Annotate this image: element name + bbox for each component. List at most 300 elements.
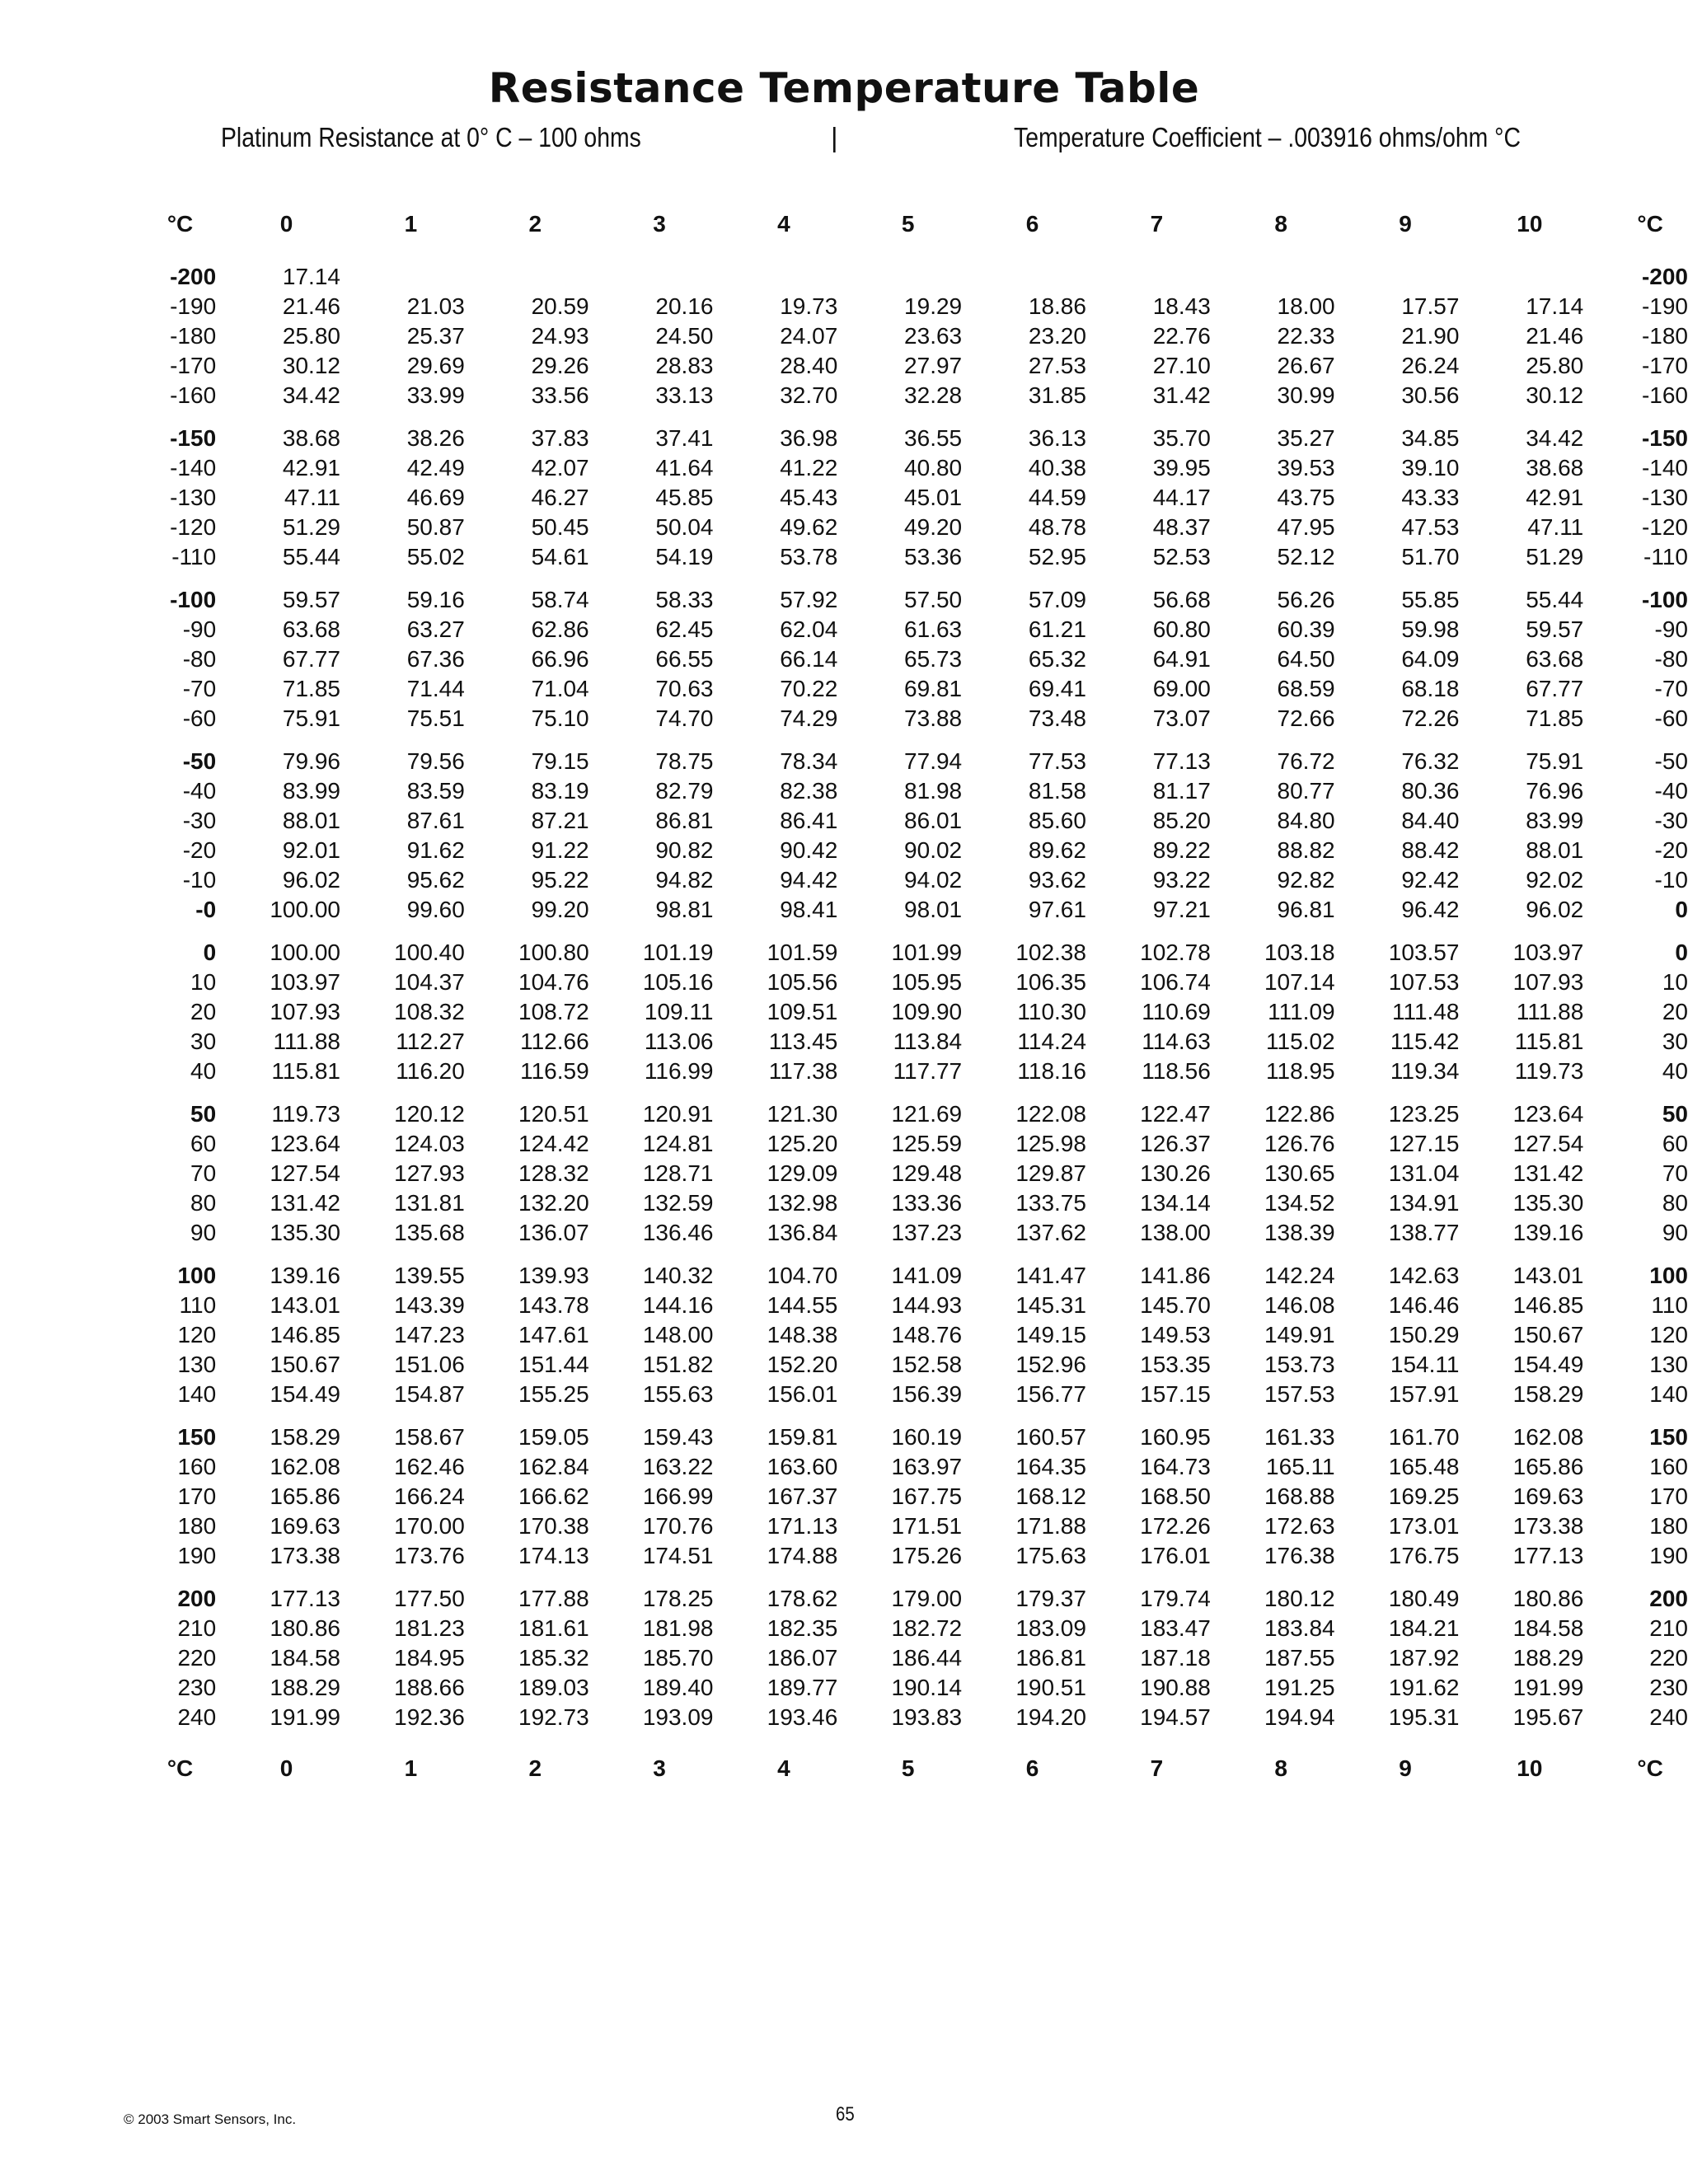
table-row bbox=[115, 806, 1688, 836]
spacer-row bbox=[115, 925, 1688, 938]
resistance-value: 131.42 bbox=[1512, 1160, 1584, 1186]
resistance-value: 170.00 bbox=[394, 1513, 465, 1539]
resistance-value: 161.33 bbox=[1264, 1424, 1335, 1450]
resistance-value: 150.29 bbox=[1388, 1322, 1460, 1347]
resistance-value: 191.99 bbox=[1512, 1675, 1584, 1700]
resistance-value: 128.71 bbox=[642, 1160, 714, 1186]
table-row bbox=[115, 1673, 1688, 1703]
resistance-value: 146.85 bbox=[270, 1322, 340, 1347]
copyright-text: © 2003 Smart Sensors, Inc. bbox=[124, 2111, 297, 2127]
row-temp-label: 120 bbox=[177, 1322, 217, 1347]
row-temp-label-right: 100 bbox=[1649, 1263, 1688, 1288]
resistance-value: 83.99 bbox=[1526, 808, 1584, 833]
resistance-value: 70.22 bbox=[780, 676, 838, 701]
resistance-value: 60.80 bbox=[1152, 616, 1211, 642]
resistance-value: 154.49 bbox=[1512, 1352, 1584, 1377]
subtitle-resistance: Platinum Resistance at 0° C – 100 ohms bbox=[221, 122, 641, 152]
resistance-value: 51.29 bbox=[1526, 544, 1584, 569]
row-temp-label: 150 bbox=[177, 1424, 217, 1450]
resistance-value: 134.14 bbox=[1140, 1190, 1211, 1216]
row-temp-label-right: 200 bbox=[1649, 1586, 1688, 1611]
row-temp-label: 160 bbox=[177, 1454, 217, 1479]
resistance-value: 59.98 bbox=[1401, 616, 1460, 642]
resistance-value: 174.88 bbox=[767, 1543, 838, 1568]
resistance-value: 187.18 bbox=[1140, 1645, 1211, 1671]
resistance-value: 117.77 bbox=[893, 1058, 963, 1084]
resistance-value bbox=[1211, 262, 1335, 292]
resistance-value: 190.51 bbox=[1015, 1675, 1086, 1700]
resistance-value: 185.32 bbox=[518, 1645, 589, 1671]
resistance-value: 81.98 bbox=[904, 778, 963, 804]
resistance-value: 100.00 bbox=[270, 897, 340, 922]
resistance-value: 194.94 bbox=[1264, 1704, 1335, 1730]
resistance-value: 74.70 bbox=[655, 705, 714, 731]
resistance-value: 38.68 bbox=[282, 425, 340, 451]
resistance-value bbox=[962, 262, 1086, 292]
header-cell: 0 bbox=[279, 211, 293, 237]
resistance-value: 115.02 bbox=[1266, 1029, 1335, 1054]
resistance-value: 92.01 bbox=[282, 837, 340, 863]
spacer-row bbox=[115, 733, 1688, 747]
resistance-value: 44.17 bbox=[1152, 485, 1211, 510]
resistance-value: 99.20 bbox=[531, 897, 589, 922]
resistance-value: 103.97 bbox=[270, 969, 340, 995]
resistance-value: 192.36 bbox=[394, 1704, 465, 1730]
resistance-value: 114.63 bbox=[1142, 1029, 1211, 1054]
resistance-value: 29.26 bbox=[531, 353, 589, 378]
resistance-value: 54.19 bbox=[655, 544, 714, 569]
resistance-value: 27.97 bbox=[904, 353, 963, 378]
resistance-value: 28.40 bbox=[780, 353, 838, 378]
resistance-value: 135.68 bbox=[394, 1220, 465, 1245]
resistance-value: 94.82 bbox=[655, 867, 714, 893]
resistance-value: 135.30 bbox=[1512, 1190, 1584, 1216]
header-cell: 1 bbox=[404, 211, 418, 237]
resistance-value: 96.02 bbox=[1526, 897, 1584, 922]
resistance-value: 20.59 bbox=[531, 293, 589, 319]
resistance-value: 180.86 bbox=[270, 1615, 340, 1641]
resistance-value: 62.45 bbox=[655, 616, 714, 642]
resistance-value: 188.29 bbox=[270, 1675, 340, 1700]
resistance-value: 158.29 bbox=[1512, 1381, 1584, 1407]
row-temp-label-right: -190 bbox=[1641, 293, 1688, 319]
resistance-value: 71.85 bbox=[1526, 705, 1584, 731]
resistance-value: 59.57 bbox=[282, 587, 340, 612]
resistance-value: 21.46 bbox=[282, 293, 340, 319]
resistance-value: 75.91 bbox=[282, 705, 340, 731]
row-temp-label: 100 bbox=[177, 1263, 217, 1288]
resistance-value: 175.26 bbox=[891, 1543, 963, 1568]
resistance-value: 52.12 bbox=[1277, 544, 1335, 569]
resistance-value: 71.44 bbox=[406, 676, 465, 701]
resistance-value: 23.20 bbox=[1028, 323, 1086, 349]
table-row bbox=[115, 1291, 1688, 1320]
resistance-value: 55.85 bbox=[1401, 587, 1460, 612]
resistance-value: 49.20 bbox=[904, 514, 963, 540]
resistance-value: 69.00 bbox=[1152, 676, 1211, 701]
resistance-value: 95.22 bbox=[531, 867, 589, 893]
resistance-value: 136.84 bbox=[767, 1220, 838, 1245]
resistance-value: 40.80 bbox=[904, 455, 963, 480]
resistance-value: 77.94 bbox=[904, 748, 963, 774]
row-temp-label: 50 bbox=[190, 1101, 217, 1127]
resistance-value: 102.78 bbox=[1140, 940, 1211, 965]
resistance-value: 82.38 bbox=[780, 778, 838, 804]
resistance-value: 24.93 bbox=[531, 323, 589, 349]
resistance-value: 43.33 bbox=[1401, 485, 1460, 510]
resistance-value: 144.93 bbox=[891, 1292, 963, 1318]
row-temp-label: 0 bbox=[203, 940, 217, 965]
resistance-value: 182.35 bbox=[767, 1615, 838, 1641]
row-temp-label: -160 bbox=[170, 382, 217, 408]
resistance-value: 24.50 bbox=[655, 323, 714, 349]
resistance-value: 25.80 bbox=[282, 323, 340, 349]
header-cell: °C bbox=[166, 211, 194, 237]
resistance-value: 112.27 bbox=[396, 1029, 465, 1054]
resistance-value: 149.91 bbox=[1264, 1322, 1335, 1347]
resistance-value: 84.40 bbox=[1401, 808, 1460, 833]
resistance-value: 120.51 bbox=[518, 1101, 589, 1127]
resistance-value: 41.64 bbox=[655, 455, 714, 480]
table-row bbox=[115, 453, 1688, 483]
resistance-value: 45.43 bbox=[780, 485, 838, 510]
resistance-value: 69.41 bbox=[1028, 676, 1086, 701]
resistance-value: 110.69 bbox=[1142, 999, 1211, 1024]
resistance-value: 42.49 bbox=[406, 455, 465, 480]
resistance-value: 195.31 bbox=[1388, 1704, 1460, 1730]
resistance-value: 194.20 bbox=[1015, 1704, 1086, 1730]
resistance-value: 189.40 bbox=[642, 1675, 714, 1700]
resistance-value: 142.24 bbox=[1264, 1263, 1335, 1288]
resistance-value: 69.81 bbox=[904, 676, 963, 701]
row-temp-label-right: -30 bbox=[1654, 808, 1688, 833]
resistance-value: 160.95 bbox=[1140, 1424, 1211, 1450]
resistance-value: 48.78 bbox=[1028, 514, 1086, 540]
resistance-value: 184.58 bbox=[1512, 1615, 1584, 1641]
resistance-value: 96.42 bbox=[1401, 897, 1460, 922]
resistance-value: 55.44 bbox=[1526, 587, 1584, 612]
resistance-value: 35.27 bbox=[1277, 425, 1335, 451]
row-temp-label-right: 120 bbox=[1649, 1322, 1688, 1347]
resistance-value: 73.07 bbox=[1152, 705, 1211, 731]
resistance-value: 130.26 bbox=[1140, 1160, 1211, 1186]
resistance-value: 51.70 bbox=[1401, 544, 1460, 569]
header-cell: 10 bbox=[1517, 211, 1543, 237]
row-temp-label: -100 bbox=[170, 587, 217, 612]
resistance-value: 129.87 bbox=[1015, 1160, 1086, 1186]
row-temp-label: 170 bbox=[177, 1483, 217, 1509]
resistance-value: 192.73 bbox=[518, 1704, 589, 1730]
resistance-value: 181.61 bbox=[518, 1615, 589, 1641]
resistance-value: 165.86 bbox=[1512, 1454, 1584, 1479]
resistance-value: 40.38 bbox=[1028, 455, 1086, 480]
footer-header-cell: °C bbox=[1637, 1755, 1663, 1781]
resistance-value: 30.99 bbox=[1277, 382, 1335, 408]
resistance-value: 127.54 bbox=[270, 1160, 340, 1186]
spacer-cell bbox=[115, 572, 1688, 585]
resistance-value: 184.95 bbox=[394, 1645, 465, 1671]
row-temp-label-right: 50 bbox=[1662, 1101, 1688, 1127]
row-temp-label: -60 bbox=[182, 705, 217, 731]
spacer-row bbox=[115, 244, 1688, 262]
resistance-value: 42.91 bbox=[1526, 485, 1584, 510]
resistance-value: 101.19 bbox=[642, 940, 714, 965]
resistance-value: 144.16 bbox=[642, 1292, 714, 1318]
resistance-value: 195.67 bbox=[1512, 1704, 1584, 1730]
resistance-value: 91.62 bbox=[406, 837, 465, 863]
resistance-value: 160.57 bbox=[1015, 1424, 1086, 1450]
resistance-value: 133.75 bbox=[1015, 1190, 1086, 1216]
resistance-value bbox=[1335, 262, 1460, 292]
row-temp-label: -30 bbox=[182, 808, 217, 833]
table-row bbox=[115, 865, 1688, 895]
resistance-value: 131.81 bbox=[394, 1190, 465, 1216]
resistance-value: 115.42 bbox=[1390, 1029, 1460, 1054]
row-temp-label-right: 240 bbox=[1649, 1704, 1688, 1730]
resistance-value: 74.29 bbox=[780, 705, 838, 731]
resistance-value: 167.75 bbox=[891, 1483, 963, 1509]
resistance-value: 75.10 bbox=[531, 705, 589, 731]
resistance-value: 58.74 bbox=[531, 587, 589, 612]
resistance-value: 87.21 bbox=[531, 808, 589, 833]
resistance-value: 155.25 bbox=[518, 1381, 589, 1407]
resistance-value: 113.45 bbox=[768, 1029, 838, 1054]
resistance-value: 132.59 bbox=[642, 1190, 714, 1216]
resistance-value: 37.83 bbox=[531, 425, 589, 451]
resistance-value: 107.14 bbox=[1264, 969, 1335, 995]
spacer-row bbox=[115, 1571, 1688, 1584]
resistance-value: 30.12 bbox=[1526, 382, 1584, 408]
table-row bbox=[115, 615, 1688, 644]
spacer-cell bbox=[115, 410, 1688, 424]
table-row bbox=[115, 483, 1688, 513]
resistance-value: 136.46 bbox=[642, 1220, 714, 1245]
resistance-value: 17.14 bbox=[1526, 293, 1584, 319]
row-temp-label: 220 bbox=[177, 1645, 217, 1671]
resistance-value: 152.58 bbox=[891, 1352, 963, 1377]
resistance-value: 133.36 bbox=[891, 1190, 963, 1216]
resistance-value: 137.62 bbox=[1015, 1220, 1086, 1245]
resistance-value: 71.85 bbox=[282, 676, 340, 701]
resistance-value: 94.02 bbox=[904, 867, 963, 893]
resistance-value bbox=[713, 262, 837, 292]
table-row bbox=[115, 381, 1688, 410]
resistance-value: 98.81 bbox=[655, 897, 714, 922]
resistance-value: 31.85 bbox=[1028, 382, 1086, 408]
resistance-value: 112.66 bbox=[520, 1029, 589, 1054]
resistance-value: 39.95 bbox=[1152, 455, 1211, 480]
resistance-value: 109.11 bbox=[644, 999, 714, 1024]
resistance-value: 138.77 bbox=[1388, 1220, 1460, 1245]
resistance-value: 89.62 bbox=[1028, 837, 1086, 863]
resistance-value: 143.39 bbox=[394, 1292, 465, 1318]
resistance-value: 132.20 bbox=[518, 1190, 589, 1216]
footer-header-row bbox=[115, 1749, 1688, 1788]
resistance-value: 100.00 bbox=[270, 940, 340, 965]
resistance-value: 141.86 bbox=[1140, 1263, 1211, 1288]
resistance-value: 147.23 bbox=[394, 1322, 465, 1347]
resistance-value: 21.46 bbox=[1526, 323, 1584, 349]
row-temp-label: 40 bbox=[190, 1058, 217, 1084]
header-row bbox=[115, 204, 1688, 244]
resistance-value: 134.52 bbox=[1264, 1190, 1335, 1216]
row-temp-label-right: 80 bbox=[1662, 1190, 1688, 1216]
resistance-value: 124.81 bbox=[642, 1131, 714, 1156]
resistance-value: 156.39 bbox=[891, 1381, 963, 1407]
resistance-value: 123.25 bbox=[1388, 1101, 1460, 1127]
resistance-value: 32.28 bbox=[904, 382, 963, 408]
resistance-value: 19.29 bbox=[904, 293, 963, 319]
resistance-value: 173.38 bbox=[270, 1543, 340, 1568]
resistance-value: 114.24 bbox=[1017, 1029, 1086, 1054]
table-row bbox=[115, 585, 1688, 615]
resistance-value: 163.60 bbox=[767, 1454, 838, 1479]
resistance-value: 71.04 bbox=[531, 676, 589, 701]
resistance-value: 172.63 bbox=[1264, 1513, 1335, 1539]
resistance-value: 62.04 bbox=[780, 616, 838, 642]
resistance-value: 117.38 bbox=[768, 1058, 838, 1084]
resistance-value: 77.53 bbox=[1028, 748, 1086, 774]
resistance-value: 141.09 bbox=[891, 1263, 963, 1288]
resistance-value: 113.06 bbox=[644, 1029, 714, 1054]
header-cell: °C bbox=[1637, 211, 1663, 237]
resistance-value: 134.91 bbox=[1388, 1190, 1460, 1216]
table-row bbox=[115, 513, 1688, 542]
resistance-value: 186.44 bbox=[891, 1645, 963, 1671]
table-row bbox=[115, 1218, 1688, 1248]
resistance-value: 157.53 bbox=[1264, 1381, 1335, 1407]
resistance-value: 20.16 bbox=[655, 293, 714, 319]
resistance-value: 148.38 bbox=[767, 1322, 838, 1347]
resistance-value: 27.53 bbox=[1028, 353, 1086, 378]
table-row bbox=[115, 1482, 1688, 1511]
resistance-value: 107.53 bbox=[1388, 969, 1460, 995]
resistance-value: 21.90 bbox=[1401, 323, 1460, 349]
row-temp-label-right: 160 bbox=[1649, 1454, 1688, 1479]
resistance-value: 119.73 bbox=[1514, 1058, 1584, 1084]
resistance-value: 188.66 bbox=[394, 1675, 465, 1700]
resistance-value: 128.32 bbox=[518, 1160, 589, 1186]
resistance-value: 129.48 bbox=[891, 1160, 963, 1186]
resistance-value: 181.23 bbox=[394, 1615, 465, 1641]
resistance-value: 136.07 bbox=[518, 1220, 589, 1245]
table-row bbox=[115, 1188, 1688, 1218]
resistance-value: 171.51 bbox=[891, 1513, 963, 1539]
row-temp-label: -90 bbox=[182, 616, 217, 642]
footer-header-cell: 0 bbox=[279, 1755, 293, 1781]
row-temp-label-right: 130 bbox=[1649, 1352, 1688, 1377]
resistance-value: 86.01 bbox=[904, 808, 963, 833]
resistance-value: 193.83 bbox=[891, 1704, 963, 1730]
resistance-value: 94.42 bbox=[780, 867, 838, 893]
resistance-value: 68.18 bbox=[1401, 676, 1460, 701]
resistance-value: 101.99 bbox=[891, 940, 963, 965]
resistance-value bbox=[1459, 262, 1583, 292]
resistance-value: 39.53 bbox=[1277, 455, 1335, 480]
resistance-value: 146.46 bbox=[1388, 1292, 1460, 1318]
resistance-value: 176.75 bbox=[1388, 1543, 1460, 1568]
resistance-value: 47.11 bbox=[284, 485, 340, 510]
spacer-row bbox=[115, 1732, 1688, 1749]
resistance-value: 123.64 bbox=[1512, 1101, 1584, 1127]
resistance-value: 79.96 bbox=[282, 748, 340, 774]
table-row bbox=[115, 704, 1688, 733]
resistance-value: 158.67 bbox=[394, 1424, 465, 1450]
row-temp-label: -0 bbox=[195, 897, 217, 922]
resistance-value: 107.93 bbox=[270, 999, 340, 1024]
resistance-value: 110.30 bbox=[1017, 999, 1086, 1024]
table-row bbox=[115, 542, 1688, 572]
footer-header-cell: 9 bbox=[1399, 1755, 1412, 1781]
resistance-value: 139.55 bbox=[394, 1263, 465, 1288]
resistance-value: 174.13 bbox=[518, 1543, 589, 1568]
resistance-value: 104.37 bbox=[394, 969, 465, 995]
resistance-value: 165.86 bbox=[270, 1483, 340, 1509]
resistance-value: 55.02 bbox=[406, 544, 465, 569]
resistance-value: 187.92 bbox=[1388, 1645, 1460, 1671]
resistance-value: 22.33 bbox=[1277, 323, 1335, 349]
resistance-value: 189.03 bbox=[518, 1675, 589, 1700]
row-temp-label: 110 bbox=[179, 1292, 217, 1318]
resistance-value: 64.91 bbox=[1152, 646, 1211, 672]
row-temp-label-right: -200 bbox=[1641, 264, 1688, 289]
resistance-value: 103.97 bbox=[1512, 940, 1584, 965]
resistance-value: 61.63 bbox=[904, 616, 963, 642]
resistance-value: 17.57 bbox=[1401, 293, 1460, 319]
row-temp-label: -70 bbox=[182, 676, 217, 701]
row-temp-label: 80 bbox=[190, 1190, 217, 1216]
row-temp-label-right: 0 bbox=[1675, 897, 1688, 922]
resistance-value: 47.95 bbox=[1277, 514, 1335, 540]
resistance-value: 59.57 bbox=[1526, 616, 1584, 642]
resistance-value: 154.49 bbox=[270, 1381, 340, 1407]
resistance-value: 88.82 bbox=[1277, 837, 1335, 863]
resistance-value: 165.48 bbox=[1388, 1454, 1460, 1479]
resistance-value: 109.90 bbox=[891, 999, 963, 1024]
resistance-value: 168.88 bbox=[1264, 1483, 1335, 1509]
table-row bbox=[115, 674, 1688, 704]
resistance-value: 92.42 bbox=[1401, 867, 1460, 893]
resistance-value: 67.77 bbox=[282, 646, 340, 672]
table-row bbox=[115, 747, 1688, 776]
resistance-value: 76.32 bbox=[1401, 748, 1460, 774]
resistance-value: 191.62 bbox=[1388, 1675, 1460, 1700]
resistance-value: 156.77 bbox=[1015, 1381, 1086, 1407]
resistance-value: 90.42 bbox=[780, 837, 838, 863]
resistance-value: 179.00 bbox=[891, 1586, 963, 1611]
resistance-value: 18.86 bbox=[1028, 293, 1086, 319]
resistance-value: 180.12 bbox=[1264, 1586, 1335, 1611]
resistance-value: 122.08 bbox=[1015, 1101, 1086, 1127]
resistance-value: 100.80 bbox=[518, 940, 589, 965]
table-row bbox=[115, 1261, 1688, 1291]
resistance-value: 59.16 bbox=[406, 587, 465, 612]
resistance-value: 153.35 bbox=[1140, 1352, 1211, 1377]
resistance-value: 79.15 bbox=[531, 748, 589, 774]
resistance-value: 83.99 bbox=[282, 778, 340, 804]
resistance-value: 166.24 bbox=[394, 1483, 465, 1509]
resistance-value: 104.70 bbox=[767, 1263, 838, 1288]
resistance-value: 190.88 bbox=[1140, 1675, 1211, 1700]
resistance-value: 111.88 bbox=[1516, 999, 1584, 1024]
header-cell: 5 bbox=[901, 211, 915, 237]
resistance-value: 97.61 bbox=[1028, 897, 1086, 922]
resistance-value: 77.13 bbox=[1152, 748, 1211, 774]
resistance-value: 155.63 bbox=[642, 1381, 714, 1407]
row-temp-label-right: 110 bbox=[1651, 1292, 1688, 1318]
row-temp-label: 180 bbox=[177, 1513, 217, 1539]
row-temp-label: 240 bbox=[177, 1704, 217, 1730]
